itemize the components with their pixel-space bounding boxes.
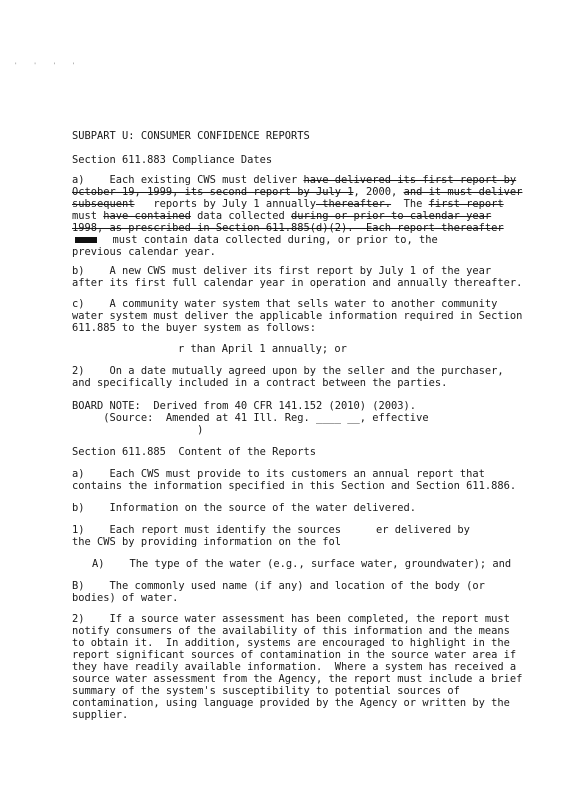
struck-text: October 19, 1999, its second report by July 1 <box>72 186 354 198</box>
para-a-line-6 <box>72 235 438 247</box>
para-c2-line-2: and specifically included in a contract between the parties. <box>72 377 448 389</box>
content-b2-line-4: report significant sources of contamination in the source water area if <box>72 649 517 661</box>
text-run: data collected <box>190 210 291 222</box>
corner-marks: ' ' ' ' <box>14 62 82 69</box>
para-a-line-5 <box>72 223 504 235</box>
content-b2-line-3: to obtain it. In addition, systems are encouraged to highlight in the <box>72 637 510 649</box>
para-a-line-1 <box>72 175 516 187</box>
content-a-line-1: a) Each CWS must provide to its customers an annual report that <box>72 468 485 480</box>
content-b2-line-5: they have readily available information. Where a system has received a <box>72 661 517 673</box>
content-bA: A) The type of the water (e.g., surface water, groundwater); and <box>92 558 512 570</box>
text-run: , 2000, <box>353 186 404 198</box>
struck-text: 1998, as prescribed in Section 611.885(d)(2). Each report thereafter <box>72 222 504 234</box>
content-b2-line-2: notify consumers of the availability of this information and the means <box>72 625 510 637</box>
text-run: must contain data collected during, or prior to, the <box>100 234 438 246</box>
content-b: b) Information on the source of the water delivered. <box>72 502 417 514</box>
section-title-compliance-dates: Section 611.883 Compliance Dates <box>72 154 273 166</box>
para-c1-fragment: r than April 1 annually; or <box>178 343 347 355</box>
content-b2-line-7: summary of the system's susceptibility to potential sources of <box>72 685 460 697</box>
para-b-line-1: b) A new CWS must deliver its first report by July 1 of the year <box>72 265 492 277</box>
struck-text: and it must deliver <box>403 186 523 198</box>
struck-text: subsequent <box>72 198 135 210</box>
board-note-line-1: BOARD NOTE: Derived from 40 CFR 141.152 (2010) (2003). <box>72 400 417 412</box>
section-title-content: Section 611.885 Content of the Reports <box>72 446 316 458</box>
content-b2-line-1: 2) If a source water assessment has been completed, the report must <box>72 613 510 625</box>
content-bB-line-2: bodies) of water. <box>72 592 179 604</box>
para-c-line-1: c) A community water system that sells water to another community <box>72 298 498 310</box>
content-b2-line-9: supplier. <box>72 709 129 721</box>
struck-text: thereafter. <box>315 198 392 210</box>
struck-text: first report <box>428 198 504 210</box>
subpart-title: SUBPART U: CONSUMER CONFIDENCE REPORTS <box>72 130 310 142</box>
text-run: reports by July 1 annually <box>134 198 316 210</box>
content-bB-line-1: B) The commonly used name (if any) and location of the body (or <box>72 580 485 592</box>
text-run: The <box>391 198 429 210</box>
text-run: a) Each existing CWS must deliver <box>72 174 304 186</box>
para-a-line-2 <box>72 187 522 199</box>
para-b-line-2: after its first full calendar year in operation and annually thereafter. <box>72 277 523 289</box>
struck-text: have delivered its first report by <box>303 174 517 186</box>
para-a-line-3 <box>72 199 504 211</box>
para-a-line-7: previous calendar year. <box>72 246 216 258</box>
struck-text: during or prior to calendar year <box>290 210 492 222</box>
para-c2-line-1: 2) On a date mutually agreed upon by the seller and the purchaser, <box>72 365 504 377</box>
content-b2-line-8: contamination, using language provided by the Agency or written by the <box>72 697 510 709</box>
para-a-line-4 <box>72 211 491 223</box>
redaction-bar <box>75 237 97 243</box>
content-b1-line-2: the CWS by providing information on the fol <box>72 536 341 548</box>
text-run: must <box>72 210 104 222</box>
board-note-line-2: (Source: Amended at 41 Ill. Reg. ____ __, effective <box>72 412 429 424</box>
content-a-line-2: contains the information specified in this Section and Section 611.886. <box>72 480 517 492</box>
content-b1-line-1a: 1) Each report must identify the sources <box>72 524 341 536</box>
board-note-line-3: ) <box>72 424 204 436</box>
struck-text: have contained <box>103 210 191 222</box>
content-b2-line-6: source water assessment from the Agency, the report must include a brief <box>72 673 523 685</box>
content-b1-line-1b: er delivered by <box>376 524 470 536</box>
para-c-line-2: water system must deliver the applicable information required in Section <box>72 310 523 322</box>
para-c-line-3: 611.885 to the buyer system as follows: <box>72 322 316 334</box>
